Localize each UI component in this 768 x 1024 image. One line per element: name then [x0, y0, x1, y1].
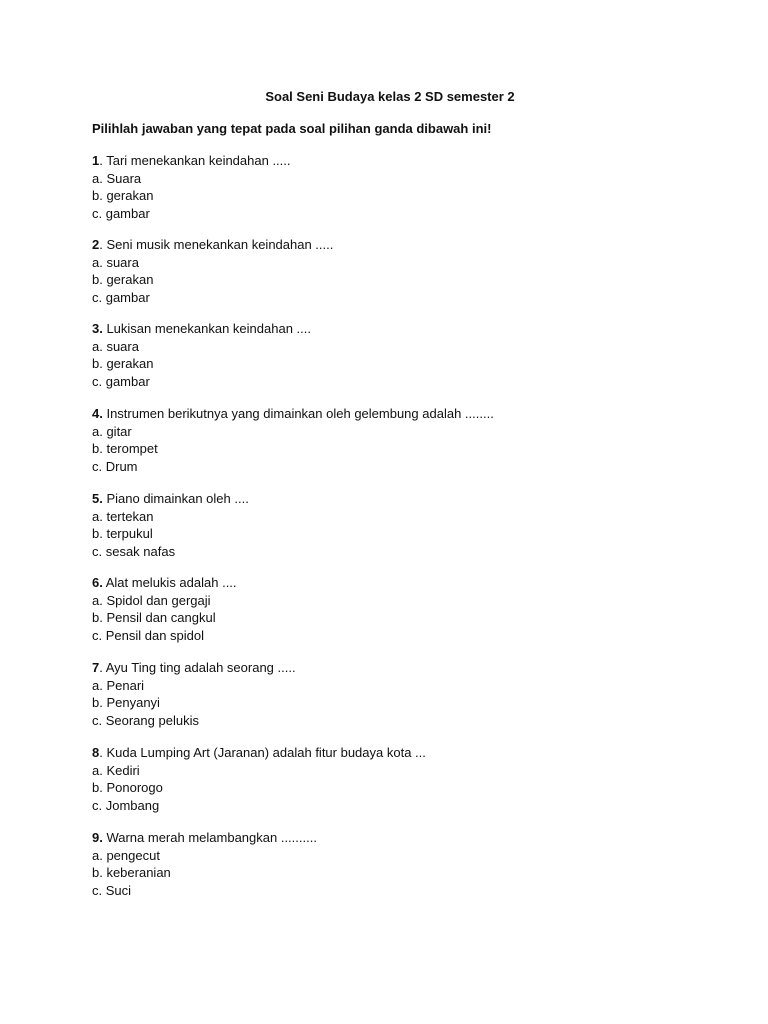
answer-option: b. gerakan: [92, 272, 154, 288]
answer-option: b. Pensil dan cangkul: [92, 610, 216, 626]
question-text: [92, 320, 311, 338]
answer-option: a. gitar: [92, 423, 132, 439]
question-8: [92, 744, 426, 815]
answer-option: c. Seorang pelukis: [92, 713, 199, 729]
question-text: [92, 405, 494, 423]
question-number: 6.: [92, 575, 103, 590]
question-label: . Ayu Ting ting adalah seorang .....: [99, 660, 296, 675]
question-2: [92, 236, 333, 307]
question-label: . Tari menekankan keindahan .....: [99, 153, 291, 168]
question-text: [92, 744, 426, 762]
question-text: [92, 490, 249, 508]
question-6: [92, 574, 237, 645]
answer-option: c. gambar: [92, 374, 150, 390]
answer-option: b. keberanian: [92, 865, 171, 881]
question-number: 8: [92, 745, 100, 760]
question-4: [92, 405, 494, 476]
question-number: 2: [92, 237, 100, 252]
answer-option: c. Pensil dan spidol: [92, 628, 205, 644]
answer-option: c. Suci: [92, 883, 132, 899]
answer-option: c. sesak nafas: [92, 544, 176, 560]
question-number: 5.: [92, 491, 103, 506]
question-number: 9.: [92, 830, 103, 845]
question-5: [92, 490, 249, 561]
question-7: [92, 659, 296, 730]
question-label: Instrumen berikutnya yang dimainkan oleh gelembung adalah ........: [102, 406, 494, 421]
question-text: [92, 829, 317, 847]
answer-option: b. gerakan: [92, 356, 154, 372]
question-1: [92, 152, 291, 223]
answer-option: b. Ponorogo: [92, 780, 163, 796]
question-label: Warna merah melambangkan ..........: [102, 830, 317, 845]
instruction: Pilihlah jawaban yang tepat pada soal pilihan ganda dibawah ini!: [92, 121, 492, 136]
answer-option: a. suara: [92, 254, 139, 270]
answer-option: a. pengecut: [92, 847, 160, 863]
answer-option: b. gerakan: [92, 188, 154, 204]
answer-option: a. Kediri: [92, 762, 140, 778]
question-label: . Kuda Lumping Art (Jaranan) adalah fitur budaya kota ...: [99, 745, 426, 760]
question-text: [92, 152, 291, 170]
question-label: . Seni musik menekankan keindahan .....: [99, 237, 334, 252]
question-text: [92, 659, 296, 677]
answer-option: a. Penari: [92, 677, 145, 693]
question-number: 3.: [92, 321, 103, 336]
answer-option: c. Jombang: [92, 798, 160, 814]
answer-option: c. gambar: [92, 206, 150, 222]
answer-option: a. tertekan: [92, 508, 154, 524]
question-label: Alat melukis adalah ....: [102, 575, 237, 590]
question-number: 4.: [92, 406, 103, 421]
question-label: Piano dimainkan oleh ....: [102, 491, 249, 506]
answer-option: b. Penyanyi: [92, 695, 160, 711]
document-title: Soal Seni Budaya kelas 2 SD semester 2: [265, 89, 515, 104]
answer-option: c. Drum: [92, 459, 138, 475]
answer-option: a. suara: [92, 338, 139, 354]
question-label: Lukisan menekankan keindahan ....: [102, 321, 311, 336]
answer-option: a. Suara: [92, 170, 142, 186]
question-number: 7: [92, 660, 100, 675]
question-3: [92, 320, 311, 391]
question-text: [92, 574, 237, 592]
question-text: [92, 236, 333, 254]
question-9: [92, 829, 317, 900]
answer-option: b. terpukul: [92, 526, 153, 542]
answer-option: c. gambar: [92, 290, 150, 306]
question-number: 1: [92, 153, 100, 168]
answer-option: a. Spidol dan gergaji: [92, 592, 211, 608]
answer-option: b. terompet: [92, 441, 158, 457]
